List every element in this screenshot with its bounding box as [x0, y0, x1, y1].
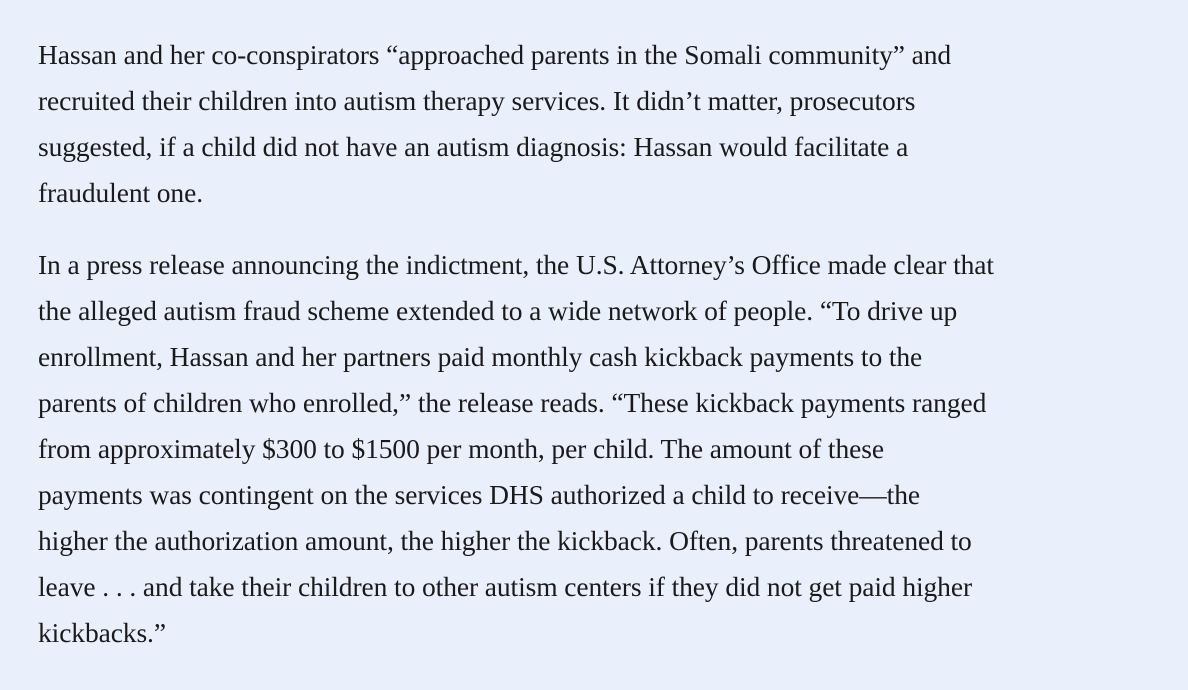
paragraph-2-line: higher the authorization amount, the higher the kickback. Often, parents threatened to: [38, 525, 972, 556]
paragraph-2-line: leave . . . and take their children to other autism centers if they did not get paid higher: [38, 571, 972, 602]
paragraph-2: [38, 242, 1158, 656]
paragraph-2-line: parents of children who enrolled,” the release reads. “These kickback payments ranged: [38, 387, 987, 418]
paragraph-2-line: enrollment, Hassan and her partners paid monthly cash kickback payments to the: [38, 341, 923, 372]
paragraph-1-line: Hassan and her co-conspirators “approached parents in the Somali community” and: [38, 39, 952, 70]
paragraph-1-line: fraudulent one.: [38, 177, 203, 208]
paragraph-1: [38, 32, 1158, 216]
paragraph-2-line: kickbacks.”: [38, 617, 166, 648]
paragraph-1-line: suggested, if a child did not have an autism diagnosis: Hassan would facilitate a: [38, 131, 909, 162]
article-body: [38, 32, 1158, 656]
paragraph-2-line: payments was contingent on the services DHS authorized a child to receive—the: [38, 479, 920, 510]
paragraph-1-line: recruited their children into autism therapy services. It didn’t matter, prosecutors: [38, 85, 916, 116]
paragraph-2-line: In a press release announcing the indictment, the U.S. Attorney’s Office made clear that: [38, 249, 994, 280]
paragraph-2-line: from approximately $300 to $1500 per month, per child. The amount of these: [38, 433, 884, 464]
paragraph-2-line: the alleged autism fraud scheme extended to a wide network of people. “To drive up: [38, 295, 958, 326]
